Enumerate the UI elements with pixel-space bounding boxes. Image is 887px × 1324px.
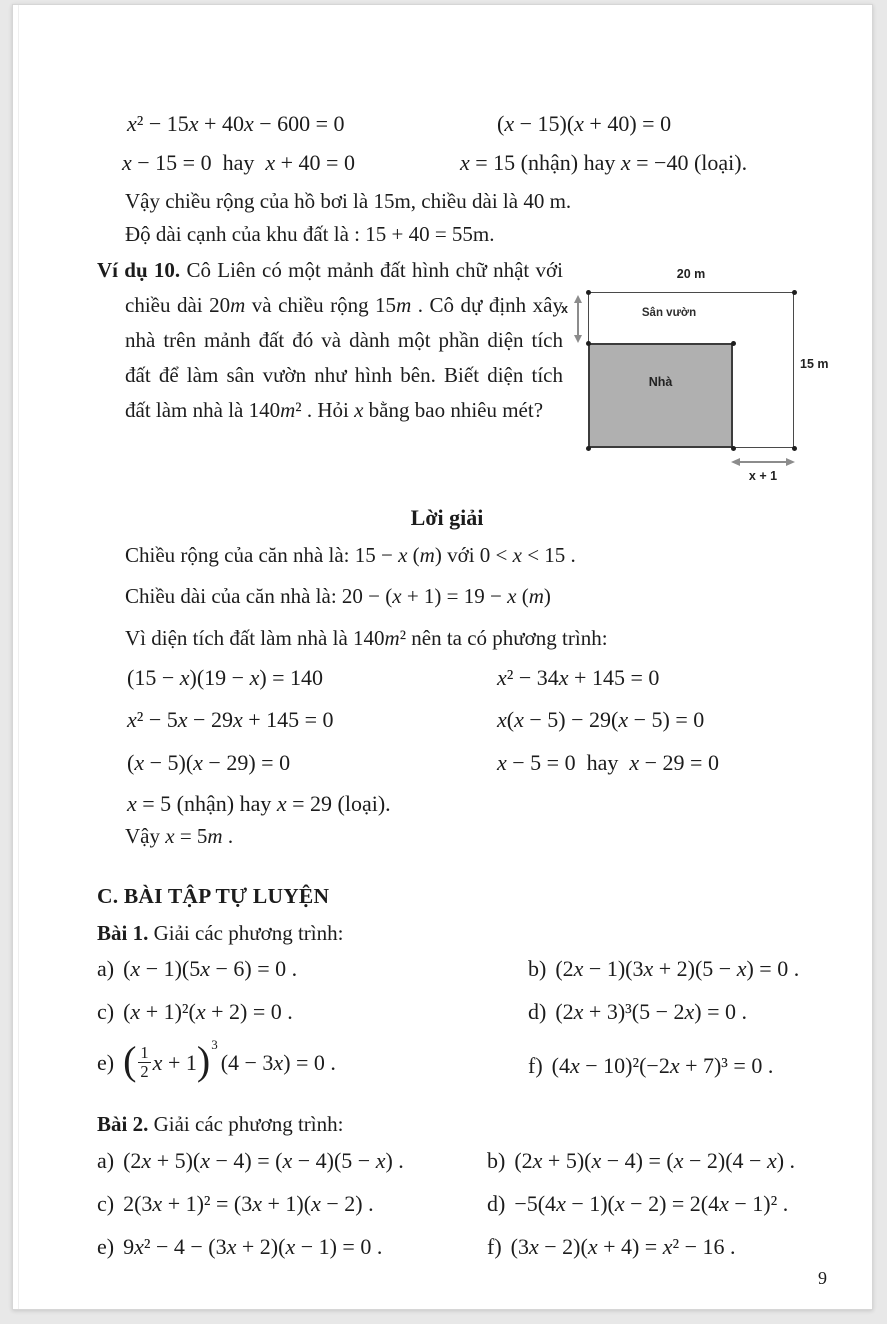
offset-dimension-label: x + 1 [748, 469, 778, 483]
fraction [138, 1044, 150, 1081]
equation-line: x² − 34x + 145 = 0 [497, 665, 660, 690]
garden-label: Sân vườn [641, 307, 697, 319]
equation-line: x − 15 = 0 hay x + 40 = 0 [122, 150, 355, 175]
solution-title: Lời giải [410, 505, 484, 530]
example-10-label: Ví dụ 10. [97, 258, 181, 282]
item-marker: f) [487, 1234, 502, 1259]
item-expression: (x + 1)²(x + 2) = 0 . [123, 999, 293, 1024]
exercise-item [487, 1148, 795, 1174]
item-expression: x + 1 [152, 1050, 197, 1075]
page-number: 9 [818, 1268, 827, 1288]
fraction-numerator: 1 [140, 1042, 149, 1062]
corner-dot [586, 341, 591, 346]
land-plot-diagram [560, 265, 887, 500]
item-expression: (3x − 2)(x + 4) = x² − 16 . [510, 1234, 736, 1259]
item-expression: (2x + 5)(x − 4) = (x − 2)(4 − x) . [514, 1148, 796, 1173]
exercise-item [97, 1234, 382, 1260]
item-marker: e) [97, 1050, 115, 1075]
item-expression: (2x + 3)³(5 − 2x) = 0 . [555, 999, 747, 1024]
exercise-item [487, 1234, 736, 1260]
item-expression: 9x² − 4 − (3x + 2)(x − 1) = 0 . [123, 1234, 383, 1259]
equation-line: x − 5 = 0 hay x − 29 = 0 [497, 750, 719, 775]
item-expression: (2x + 5)(x − 4) = (x − 4)(5 − x) . [123, 1148, 404, 1173]
exercise-1-label: Bài 1. [97, 921, 149, 945]
exercise-item [97, 956, 297, 982]
conclusion-line: Vậy chiều rộng của hồ bơi là 15m, chiều dài là 40 m. [125, 189, 572, 213]
big-paren-close: ) [196, 1038, 211, 1083]
exercise-1-title [97, 921, 343, 946]
exercise-2-title [97, 1112, 343, 1137]
item-expression: (2x − 1)(3x + 2)(5 − x) = 0 . [555, 956, 800, 981]
corner-dot [792, 446, 797, 451]
conclusion-line: Độ dài cạnh của khu đất là : 15 + 40 = 55m. [125, 222, 495, 246]
item-marker: b) [528, 956, 547, 981]
exercise-2-intro: Giải các phương trình: [148, 1112, 344, 1136]
solution-line: Chiều rộng của căn nhà là: 15 − x (m) với 0 < x < 15 . [125, 543, 576, 567]
item-expression: (x − 1)(5x − 6) = 0 . [123, 956, 298, 981]
example-10-paragraph [97, 253, 563, 428]
item-marker: a) [97, 956, 115, 981]
corner-dot [731, 341, 736, 346]
solution-line: Vì diện tích đất làm nhà là 140m² nên ta có phương trình: [125, 626, 608, 650]
big-paren-open: ( [123, 1038, 137, 1083]
item-expression: 2(3x + 1)² = (3x + 1)(x − 2) . [123, 1191, 374, 1216]
item-marker: f) [528, 1053, 543, 1078]
item-marker: a) [97, 1148, 115, 1173]
exercise-item [97, 999, 293, 1025]
item-marker: c) [97, 1191, 115, 1216]
exponent: 3 [211, 1037, 218, 1052]
corner-dot [731, 446, 736, 451]
house-rectangle [588, 343, 733, 448]
corner-dot [586, 446, 591, 451]
equation-line: x² − 5x − 29x + 145 = 0 [127, 707, 334, 732]
exercise-item [528, 999, 747, 1025]
solution-line: Chiều dài của căn nhà là: 20 − (x + 1) = 19 − x (m) [125, 584, 551, 608]
exercise-item [528, 1053, 773, 1079]
item-marker: d) [487, 1191, 506, 1216]
exercise-item [487, 1191, 788, 1217]
exercises-heading: C. BÀI TẬP TỰ LUYỆN [97, 884, 330, 908]
corner-dot [792, 290, 797, 295]
equation-line: (x − 5)(x − 29) = 0 [127, 750, 291, 775]
corner-dot [586, 290, 591, 295]
example-10-text: Cô Liên có một mảnh đất hình chữ nhật với chiều dài 20m và chiều rộng 15m . Cô dự định xây nhà trên mảnh đất đó và dành một phần diện tích đất để làm sân vườn như hình bên. Biết diện tích đất làm nhà là 140m² . Hỏi x bằng bao nhiêu mét? [125, 258, 563, 422]
house-label: Nhà [648, 375, 673, 389]
item-marker: c) [97, 999, 115, 1024]
vertical-dimension-arrow-icon [572, 295, 584, 343]
equation-line: x = 15 (nhận) hay x = −40 (loại). [460, 150, 748, 175]
equation-line: (15 − x)(19 − x) = 140 [127, 665, 324, 690]
diagram-width-label: 20 m [676, 267, 706, 281]
exercise-item [97, 1191, 374, 1217]
fraction-denominator: 2 [140, 1061, 149, 1081]
solution-roots-line: x = 5 (nhận) hay x = 29 (loại). [127, 791, 391, 816]
exercise-item [97, 1034, 336, 1092]
item-expression: (4x − 10)²(−2x + 7)³ = 0 . [551, 1053, 774, 1078]
exercise-1-intro: Giải các phương trình: [148, 921, 344, 945]
exercise-item [528, 956, 799, 982]
solution-answer-line: Vậy x = 5m . [125, 824, 234, 848]
exercise-2-label: Bài 2. [97, 1112, 149, 1136]
item-marker: d) [528, 999, 547, 1024]
item-marker: b) [487, 1148, 506, 1173]
exercise-item [97, 1148, 404, 1174]
equation-line: x² − 15x + 40x − 600 = 0 [127, 111, 345, 136]
x-dimension-label: x [561, 302, 568, 316]
item-expression: −5(4x − 1)(x − 2) = 2(4x − 1)² . [514, 1191, 789, 1216]
item-marker: e) [97, 1234, 115, 1259]
horizontal-dimension-arrow-icon [731, 456, 795, 468]
equation-line: (x − 15)(x + 40) = 0 [497, 111, 672, 136]
equation-line: x(x − 5) − 29(x − 5) = 0 [497, 707, 705, 732]
item-expression: (4 − 3x) = 0 . [220, 1050, 336, 1075]
diagram-height-label: 15 m [800, 357, 829, 371]
